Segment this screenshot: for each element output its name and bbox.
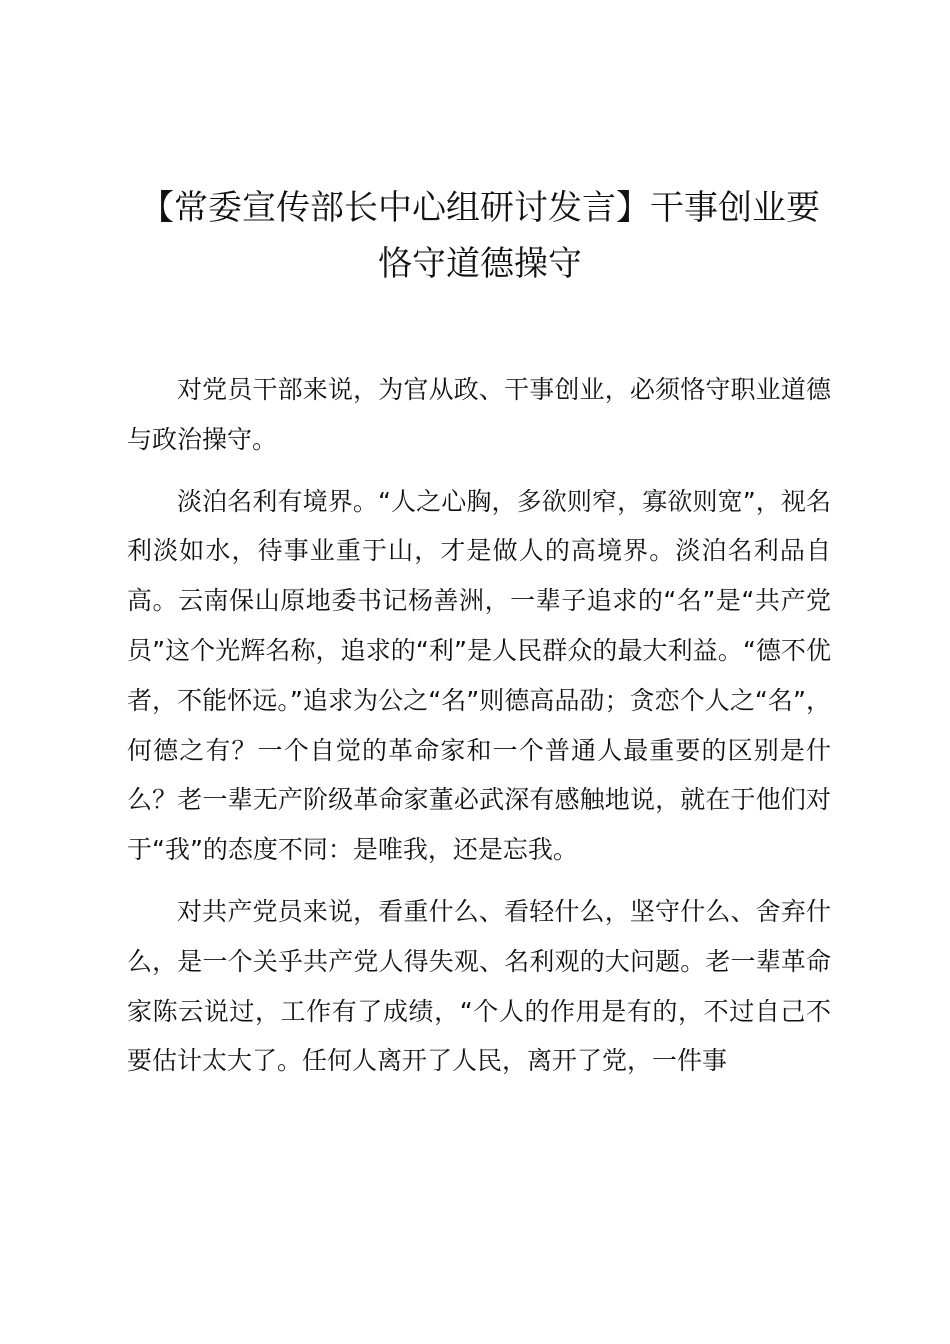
paragraph-3: 对共产党员来说，看重什么、看轻什么，坚守什么、舍弃什么，是一个关乎共产党人得失观、名利观的大问题。老一辈革命家陈云说过，工作有了成绩，“个人的作用是有的，不过自己不要估计太大了。任何人离开了人民，离开了党，一件事 — [127, 896, 831, 1076]
paragraph-2: 淡泊名利有境界。“人之心胸，多欲则窄，寡欲则宽”，视名利淡如水，待事业重于山，才是做人的高境界。淡泊名利品自高。云南保山原地委书记杨善洲，一辈子追求的“名”是“共产党员”这个光辉名称，追求的“利”是人民群众的最大利益。“德不优者，不能怀远。”追求为公之“名”则德高品劭；贪恋个人之“名”，何德之有？一个自觉的革命家和一个普通人最重要的区别是什么？老一辈无产阶级革命家董必武深有感触地说，就在于他们对于“我”的态度不同：是唯我，还是忘我。 — [127, 486, 831, 865]
title-line-1: 【常委宣传部长中心组研讨发言】干事创业要 — [140, 188, 820, 228]
document-body — [127, 365, 831, 1098]
paragraph-1: 对党员干部来说，为官从政、干事创业，必须恪守职业道德与政治操守。 — [127, 375, 831, 454]
title-line-2: 恪守道德操守 — [378, 244, 582, 284]
document-title — [120, 180, 840, 292]
